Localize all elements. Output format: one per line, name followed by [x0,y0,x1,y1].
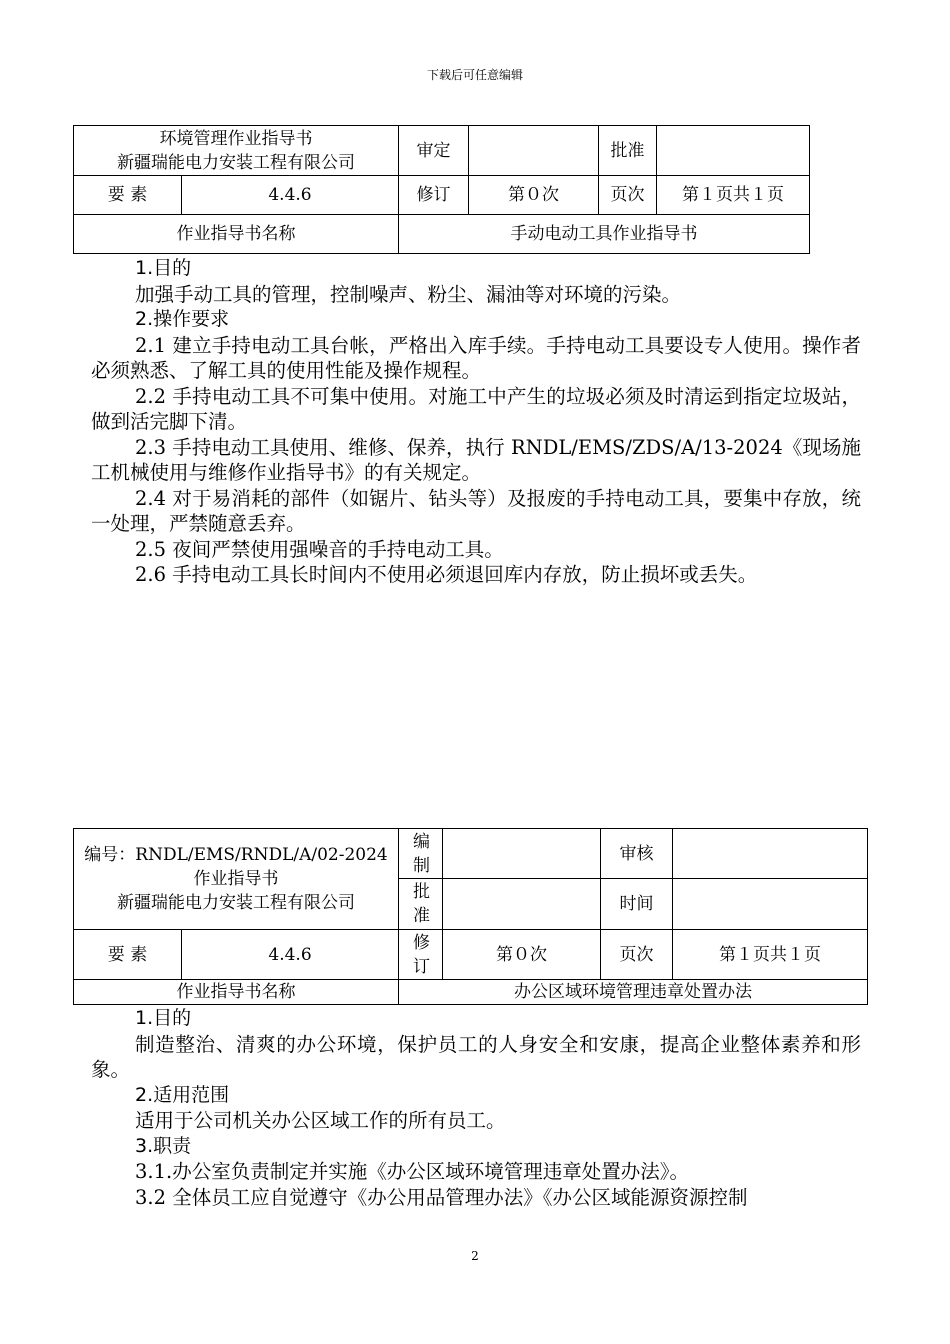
paragraph: 2.5 夜间严禁使用强噪音的手持电动工具。 [135,537,504,561]
doc1-approve-label: 批准 [599,126,657,176]
doc1-page-label: 页次 [599,176,657,215]
doc2-edit-value [443,829,601,879]
doc2-audit-value [673,829,868,879]
doc1-name-value: 手动电动工具作业指导书 [399,215,810,254]
doc2-code: 编号：RNDL/EMS/RNDL/A/02-2024 [84,845,388,865]
doc1-page-value: 第１页共１页 [657,176,810,215]
doc2-header-table [73,828,868,1005]
doc2-name-value: 办公区域环境管理违章处置办法 [399,980,868,1005]
doc2-edit-label: 编制 [399,829,443,879]
doc2-approve-value [443,879,601,930]
paragraph: 2.2 手持电动工具不可集中使用。对施工中产生的垃圾必须及时清运到指定垃圾站，做到活完脚下清。 [91,384,861,433]
doc2-approve-label: 批准 [399,879,443,930]
paragraph: 3.2 全体员工应自觉遵守《办公用品管理办法》《办公区域能源资源控制 [135,1185,748,1209]
doc1-approve-value [657,126,810,176]
doc2-body [91,1006,861,1210]
paragraph: 2.6 手持电动工具长时间内不使用必须退回库内存放，防止损坏或丢失。 [135,563,758,586]
doc2-element-value: 4.4.6 [182,930,399,980]
doc1-review-value [469,126,599,176]
section-heading: 2.操作要求 [135,308,230,330]
doc2-time-value [673,879,868,930]
paragraph: 加强手动工具的管理，控制噪声、粉尘、漏油等对环境的污染。 [135,282,682,306]
doc1-revision-value: 第０次 [469,176,599,215]
paragraph: 2.4 对于易消耗的部件（如锯片、钻头等）及报废的手持电动工具，要集中存放，统一处理，严禁随意丢弃。 [91,486,861,535]
doc1-title-line1: 环境管理作业指导书 [159,128,313,149]
doc1-name-label: 作业指导书名称 [74,215,399,254]
header-note: 下载后可任意编辑 [426,68,523,82]
doc2-revision-label: 修订 [399,930,443,980]
paragraph: 制造整治、清爽的办公环境，保护员工的人身安全和安康，提高企业整体素养和形象。 [91,1032,861,1081]
section-heading: 1.目的 [135,257,192,279]
doc1-element-label: 要 素 [74,176,182,215]
doc2-name-label: 作业指导书名称 [74,980,399,1005]
section-heading: 2.适用范围 [135,1083,230,1106]
doc2-page-label: 页次 [601,930,673,980]
section-heading: 3.职责 [135,1134,192,1157]
doc2-title-line1: 作业指导书 [193,869,279,889]
paragraph: 2.1 建立手持电动工具台帐，严格出入库手续。手持电动工具要设专人使用。操作者必须熟悉、了解工具的使用性能及操作规程。 [91,333,861,382]
doc1-header-table [73,125,810,254]
doc1-element-value: 4.4.6 [182,176,399,215]
doc2-page-value: 第１页共１页 [673,930,868,980]
doc1-title-cell [74,126,399,176]
doc2-company-name: 新疆瑞能电力安装工程有限公司 [117,893,355,913]
doc1-revision-label: 修订 [399,176,469,215]
doc2-audit-label: 审核 [601,829,673,879]
doc2-time-label: 时间 [601,879,673,930]
paragraph: 2.3 手持电动工具使用、维修、保养，执行 RNDL/EMS/ZDS/A/13-2024《现场施工机械使用与维修作业指导书》的有关规定。 [91,435,861,484]
doc2-revision-value: 第０次 [443,930,601,980]
doc1-company-name: 新疆瑞能电力安装工程有限公司 [117,152,355,173]
doc1-review-label: 审定 [399,126,469,176]
doc2-element-label: 要 素 [74,930,182,980]
section-heading: 1.目的 [135,1007,192,1029]
doc1-body [91,256,861,588]
doc2-title-cell [74,829,399,930]
paragraph: 适用于公司机关办公区域工作的所有员工。 [135,1109,506,1132]
paragraph: 3.1.办公室负责制定并实施《办公区域环境管理违章处置办法》。 [135,1160,689,1183]
page-number: 2 [471,1249,479,1263]
